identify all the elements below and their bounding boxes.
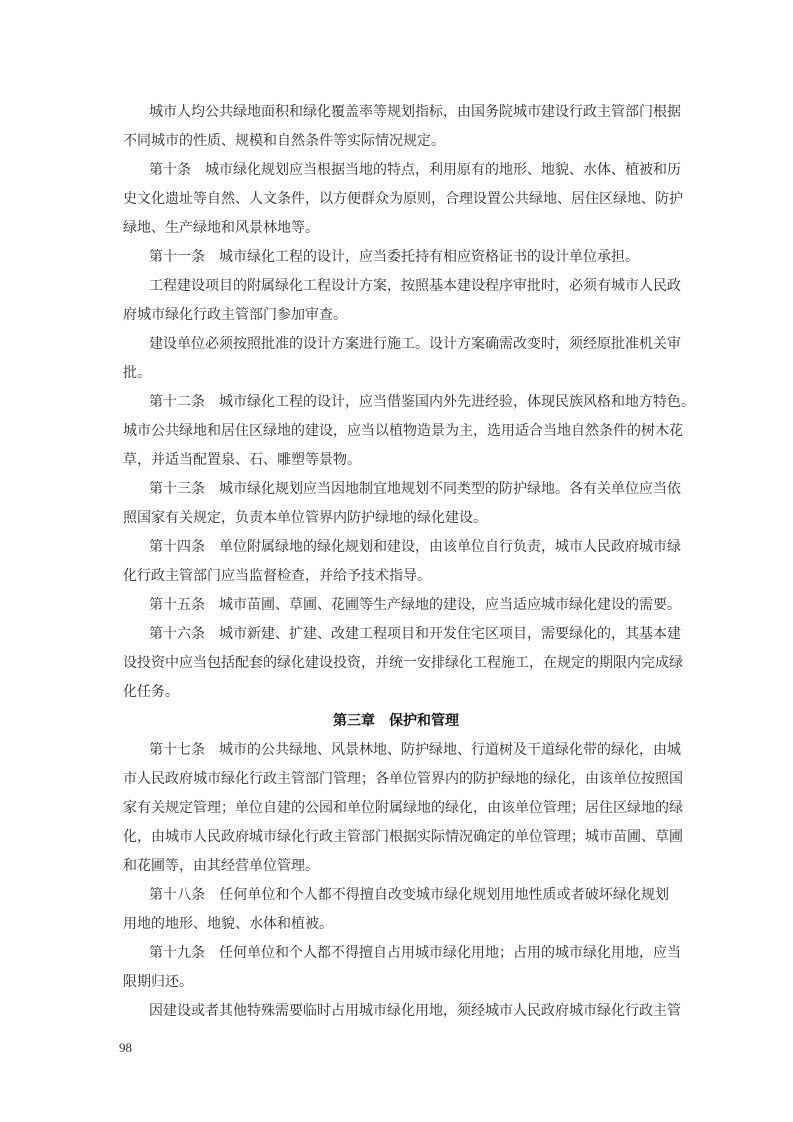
chapter-heading: 第三章 保护和管理 [333,713,459,729]
text-line: 史文化遗址等自然、人文条件，以方便群众为原则，合理设置公共绿地、居住区绿地、防护 [123,191,683,207]
page-number: 98 [119,1040,132,1055]
text-line: 用地的地形、地貌、水体和植被。 [123,916,333,932]
text-line: 城市人均公共绿地面积和绿化覆盖率等规划指标，由国务院城市建设行政主管部门根据 [149,104,681,120]
text-line: 第十二条 城市绿化工程的设计，应当借鉴国内外先进经验，体现民族风格和地方特色。 [149,394,695,410]
article-12 [123,388,695,475]
text-line: 化任务。 [123,684,179,700]
paragraph [123,98,681,156]
text-line: 家有关规定管理；单位自建的公园和单位附属绿地的绿化，由该单位管理；居住区绿地的绿 [123,800,683,816]
text-line: 第十七条 城市的公共绿地、风景林地、防护绿地、行道树及干道绿化带的绿化，由城 [149,742,681,758]
text-line: 第十一条 城市绿化工程的设计，应当委托持有相应资格证书的设计单位承担。 [149,249,639,265]
article-16 [123,620,683,707]
text-line: 工程建设项目的附属绿化工程设计方案，按照基本建设程序审批时，必须有城市人民政 [149,278,681,294]
article-13 [123,475,681,533]
paragraph [123,272,681,330]
text-line: 城市公共绿地和居住区绿地的建设，应当以植物造景为主，选用适合当地自然条件的树木花 [123,423,683,439]
text-line: 批。 [123,365,151,381]
text-line: 因建设或者其他特殊需要临时占用城市绿化用地，须经城市人民政府城市绿化行政主管 [149,1003,681,1019]
text-line: 第十九条 任何单位和个人都不得擅自占用城市绿化用地；占用的城市绿化用地，应当 [149,945,681,961]
article-17 [123,736,683,881]
text-line: 府城市绿化行政主管部门参加审查。 [123,307,347,323]
paragraph [123,997,681,1026]
article-11 [123,243,669,272]
text-line: 第十八条 任何单位和个人都不得擅自改变城市绿化规划用地性质或者破坏绿化规划 [149,887,669,903]
text-line: 照国家有关规定，负责本单位管界内防护绿地的绿化建设。 [123,510,487,526]
text-line: 化行政主管部门应当监督检查，并给予技术指导。 [123,568,431,584]
article-14 [123,533,681,591]
text-line: 和花圃等，由其经营单位管理。 [123,858,319,874]
text-line: 草，并适当配置泉、石、雕塑等景物。 [123,452,361,468]
text-line: 第十条 城市绿化规划应当根据当地的特点，利用原有的地形、地貌、水体、植被和历 [149,162,681,178]
article-10 [123,156,683,243]
text-line: 化，由城市人民政府城市绿化行政主管部门根据实际情况确定的单位管理；城市苗圃、草圃 [123,829,683,845]
text-line: 第十三条 城市绿化规划应当因地制宜地规划不同类型的防护绿地。各有关单位应当依 [149,481,681,497]
text-line: 第十五条 城市苗圃、草圃、花圃等生产绿地的建设，应当适应城市绿化建设的需要。 [149,597,681,613]
text-line: 建设单位必须按照批准的设计方案进行施工。设计方案确需改变时，须经原批准机关审 [149,336,681,352]
text-line: 第十四条 单位附属绿地的绿化规划和建设，由该单位自行负责，城市人民政府城市绿 [149,539,681,555]
article-19 [123,939,681,997]
text-line: 第十六条 城市新建、扩建、改建工程项目和开发住宅区项目，需要绿化的，其基本建 [149,626,681,642]
text-line: 市人民政府城市绿化行政主管部门管理；各单位管界内的防护绿地的绿化，由该单位按照国 [123,771,683,787]
article-15 [123,591,681,620]
text-line: 限期归还。 [123,974,193,990]
document-body [123,98,695,1026]
text-line: 不同城市的性质、规模和自然条件等实际情况规定。 [123,133,445,149]
text-line: 设投资中应当包括配套的绿化建设投资，并统一安排绿化工程施工，在规定的期限内完成绿 [123,655,683,671]
article-18 [123,881,669,939]
text-line: 绿地、生产绿地和风景林地等。 [123,220,319,236]
paragraph [123,330,681,388]
